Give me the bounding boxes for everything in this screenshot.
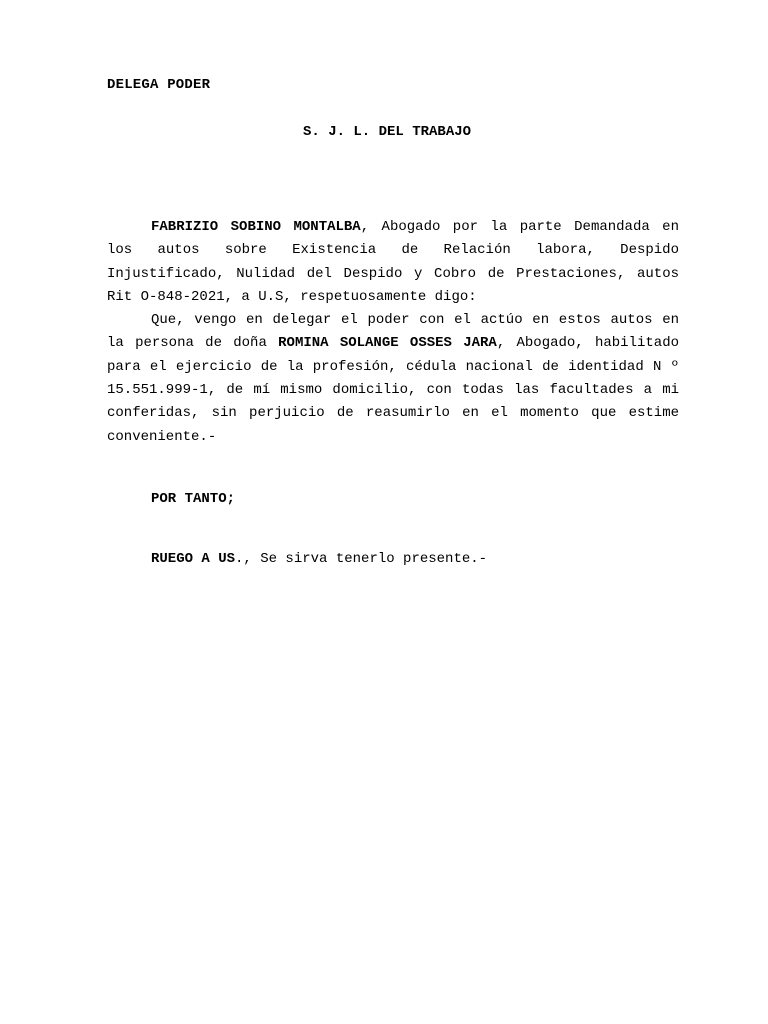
por-tanto: POR TANTO; — [151, 491, 236, 507]
document-sumilla: DELEGA PODER — [107, 77, 211, 93]
paragraph-delegation-text-before: Que, vengo en delegar el poder con el actúo en estos autos en la persona de doña — [107, 312, 679, 352]
delegate-name: ROMINA SOLANGE OSSES JARA — [278, 335, 497, 352]
document-closing — [151, 460, 487, 598]
paragraph-appearance-text: , Abogado por la parte Demandada en los autos sobre Existencia de Relación labora, Despido Injustificado, Nulidad del Despido y Cobro de Prestaciones, autos Rit O-848-2021, a U.S, respetuosamente digo: — [107, 219, 679, 305]
document-body — [107, 216, 679, 449]
ruego-line — [151, 552, 487, 566]
ruego-label: RUEGO A US — [151, 551, 236, 567]
paragraph-delegation-text-after: , Abogado, habilitado para el ejercicio de la profesión, cédula nacional de identidad N º 15.551.999-1, de mí mismo domicilio, con todas las facultades a mi conferidas, sin perjuicio de reasumirlo en el momento que estime conveniente.- — [107, 335, 679, 445]
lawyer-name: FABRIZIO SOBINO MONTALBA — [151, 219, 361, 235]
paragraph-delegation — [107, 309, 679, 449]
court-heading: S. J. L. DEL TRABAJO — [303, 124, 472, 140]
ruego-text: ., Se sirva tenerlo presente.- — [235, 551, 488, 567]
paragraph-appearance — [107, 216, 679, 309]
